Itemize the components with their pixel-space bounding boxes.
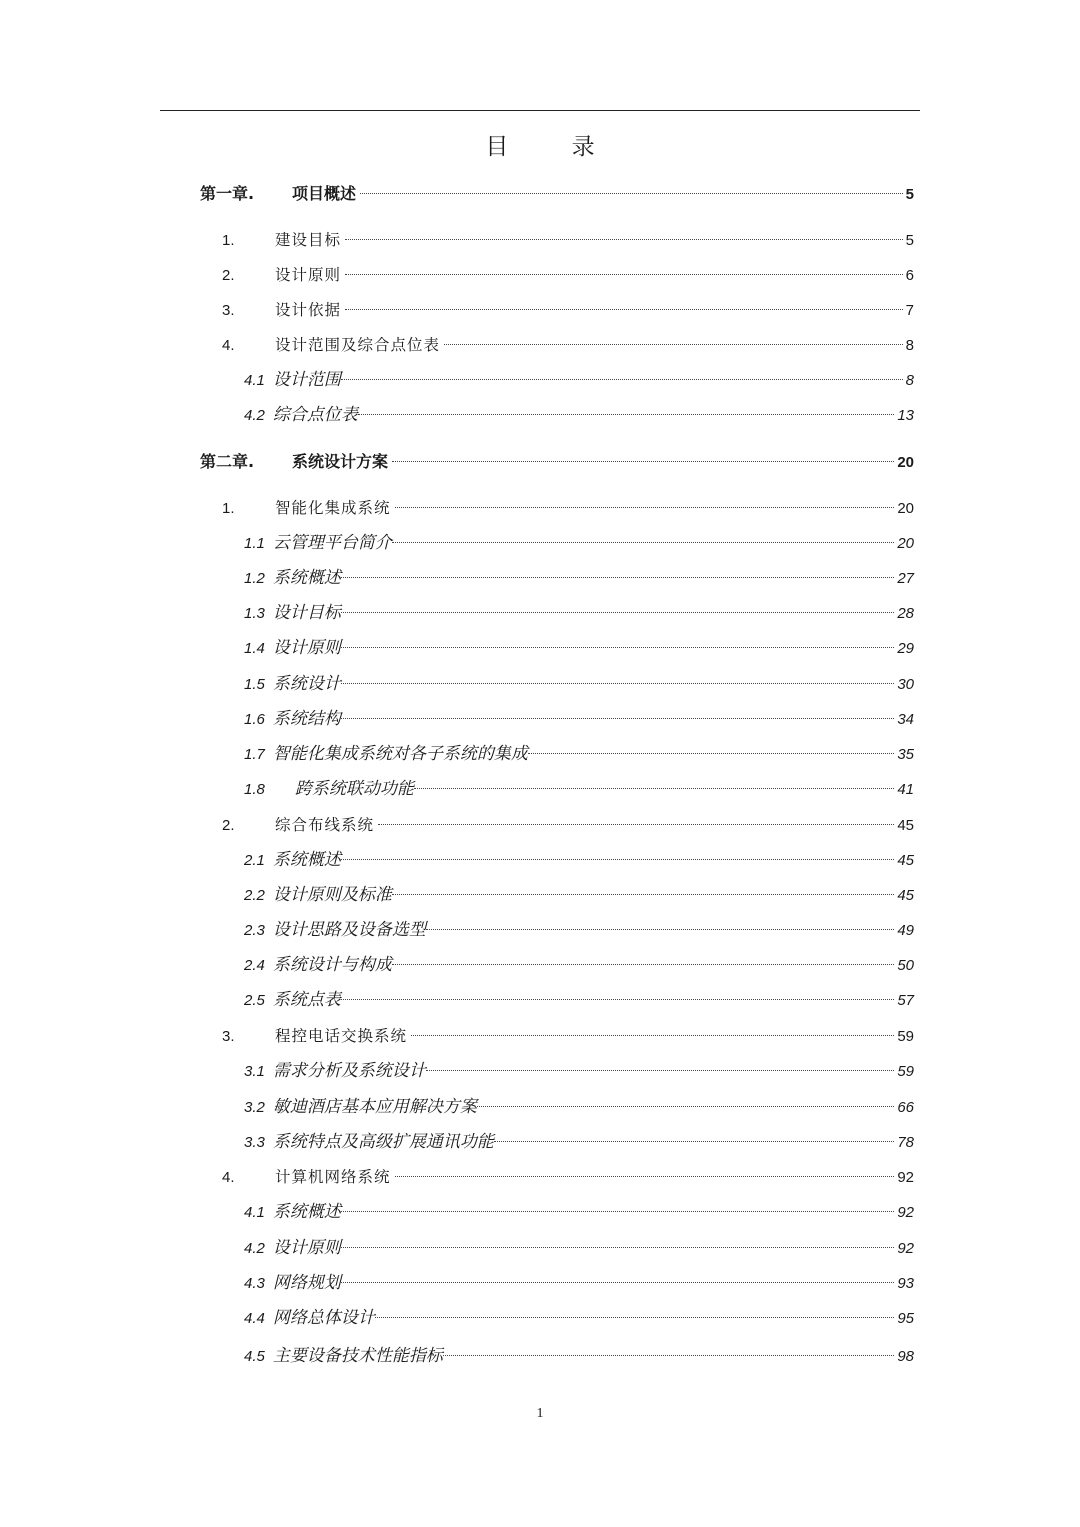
subsection-number: 4.2 <box>244 407 265 424</box>
subsection-number: 4.5 <box>244 1348 265 1365</box>
toc-subsection[interactable] <box>244 1130 914 1154</box>
toc-subsection[interactable] <box>244 636 914 660</box>
section-number: 2. <box>222 267 235 284</box>
subsection-title: 设计原则及标准 <box>272 885 392 905</box>
subsection-title: 系统特点及高级扩展通讯功能 <box>272 1132 494 1152</box>
subsection-number: 2.4 <box>244 957 265 974</box>
dot-leader <box>414 788 894 789</box>
toc-subsection[interactable] <box>244 1200 914 1224</box>
page-ref: 95 <box>897 1310 914 1327</box>
page-ref: 28 <box>897 605 914 622</box>
dot-leader <box>341 647 894 648</box>
section-title: 智能化集成系统 <box>275 499 391 517</box>
toc-subsection[interactable] <box>244 1236 914 1260</box>
dot-leader <box>341 1282 894 1283</box>
page-ref: 35 <box>897 746 914 763</box>
subsection-number: 4.4 <box>244 1310 265 1327</box>
subsection-title: 设计思路及设备选型 <box>272 920 426 940</box>
dot-leader <box>341 577 894 578</box>
toc-chapter[interactable] <box>200 182 914 206</box>
page-ref: 5 <box>905 186 914 203</box>
subsection-number: 3.2 <box>244 1099 265 1116</box>
dot-leader <box>444 344 903 345</box>
page-ref: 45 <box>897 852 914 869</box>
dot-leader <box>395 1176 895 1177</box>
page-ref: 45 <box>897 817 914 834</box>
toc-section[interactable] <box>222 298 914 322</box>
page-ref: 6 <box>905 267 914 284</box>
toc-section[interactable] <box>222 1165 914 1189</box>
toc-subsection[interactable] <box>244 368 914 392</box>
subsection-number: 1.3 <box>244 605 265 622</box>
dot-leader <box>360 193 903 194</box>
section-title: 计算机网络系统 <box>275 1168 391 1186</box>
dot-leader <box>375 1317 894 1318</box>
subsection-title: 跨系统联动功能 <box>294 779 414 799</box>
dot-leader <box>392 542 894 543</box>
toc-subsection[interactable] <box>244 566 914 590</box>
toc-subsection[interactable] <box>244 883 914 907</box>
subsection-title: 系统概述 <box>272 850 341 870</box>
toc-section[interactable] <box>222 813 914 837</box>
subsection-number: 4.1 <box>244 372 265 389</box>
dot-leader <box>378 824 894 825</box>
subsection-title: 网络总体设计 <box>272 1308 375 1328</box>
page-ref: 8 <box>905 372 914 389</box>
subsection-title: 需求分析及系统设计 <box>272 1061 426 1081</box>
page-ref: 20 <box>897 454 914 471</box>
page-ref: 78 <box>897 1134 914 1151</box>
page-ref: 5 <box>905 232 914 249</box>
chapter-title: 项目概述 <box>292 184 357 203</box>
subsection-number: 3.1 <box>244 1063 265 1080</box>
chapter-number: 第二章. <box>200 452 255 471</box>
page-ref: 41 <box>897 781 914 798</box>
dot-leader <box>341 1211 894 1212</box>
toc-subsection[interactable] <box>244 1344 914 1368</box>
dot-leader <box>477 1106 894 1107</box>
section-title: 建设目标 <box>275 231 342 249</box>
chapter-number: 第一章. <box>200 184 255 203</box>
subsection-title: 系统概述 <box>272 1202 341 1222</box>
toc-subsection[interactable] <box>244 777 914 801</box>
subsection-title: 网络规划 <box>272 1273 341 1293</box>
page-ref: 57 <box>897 992 914 1009</box>
page-ref: 34 <box>897 711 914 728</box>
subsection-title: 系统设计 <box>272 674 341 694</box>
page-ref: 7 <box>905 302 914 319</box>
toc-subsection[interactable] <box>244 1059 914 1083</box>
subsection-title: 智能化集成系统对各子系统的集成 <box>272 744 528 764</box>
dot-leader <box>358 414 894 415</box>
toc-chapter[interactable] <box>200 450 914 474</box>
toc-subsection[interactable] <box>244 918 914 942</box>
chapter-title: 系统设计方案 <box>292 452 389 471</box>
toc-subsection[interactable] <box>244 848 914 872</box>
subsection-number: 2.2 <box>244 887 265 904</box>
page-ref: 92 <box>897 1169 914 1186</box>
page-number: 1 <box>536 1406 544 1421</box>
section-title: 综合布线系统 <box>275 816 375 834</box>
page-ref: 29 <box>897 640 914 657</box>
section-title: 设计原则 <box>275 266 342 284</box>
subsection-title: 设计原则 <box>272 1238 341 1258</box>
page-ref: 92 <box>897 1240 914 1257</box>
subsection-title: 敏迪酒店基本应用解决方案 <box>272 1097 477 1117</box>
page-title: 目 录 <box>485 134 623 160</box>
page-ref: 59 <box>897 1028 914 1045</box>
subsection-number: 2.3 <box>244 922 265 939</box>
dot-leader <box>443 1355 894 1356</box>
section-number: 3. <box>222 1028 235 1045</box>
toc-section[interactable] <box>222 1024 914 1048</box>
section-title: 程控电话交换系统 <box>275 1027 408 1045</box>
toc-subsection[interactable] <box>244 707 914 731</box>
section-number: 1. <box>222 500 235 517</box>
page-ref: 59 <box>897 1063 914 1080</box>
subsection-number: 1.7 <box>244 746 265 763</box>
page-ref: 45 <box>897 887 914 904</box>
page-ref: 30 <box>897 676 914 693</box>
dot-leader <box>392 894 894 895</box>
subsection-title: 设计原则 <box>272 638 341 658</box>
toc-section[interactable] <box>222 333 914 357</box>
toc-subsection[interactable] <box>244 742 914 766</box>
toc-subsection[interactable] <box>244 1095 914 1119</box>
dot-leader <box>494 1141 894 1142</box>
subsection-number: 2.1 <box>244 852 265 869</box>
dot-leader <box>528 753 894 754</box>
dot-leader <box>345 239 903 240</box>
subsection-number: 3.3 <box>244 1134 265 1151</box>
toc-section[interactable] <box>222 263 914 287</box>
dot-leader <box>341 859 894 860</box>
subsection-title: 综合点位表 <box>272 405 358 425</box>
section-title: 设计依据 <box>275 301 342 319</box>
subsection-number: 1.6 <box>244 711 265 728</box>
toc-subsection[interactable] <box>244 1306 914 1330</box>
toc-subsection[interactable] <box>244 601 914 625</box>
dot-leader <box>341 379 903 380</box>
subsection-number: 1.2 <box>244 570 265 587</box>
section-number: 3. <box>222 302 235 319</box>
section-number: 4. <box>222 337 235 354</box>
subsection-number: 4.1 <box>244 1204 265 1221</box>
dot-leader <box>341 612 894 613</box>
dot-leader <box>345 274 903 275</box>
subsection-title: 系统设计与构成 <box>272 955 392 975</box>
section-number: 1. <box>222 232 235 249</box>
subsection-title: 云管理平台简介 <box>272 533 392 553</box>
toc-section[interactable] <box>222 228 914 252</box>
subsection-number: 1.5 <box>244 676 265 693</box>
dot-leader <box>341 718 894 719</box>
page-ref: 50 <box>897 957 914 974</box>
section-number: 4. <box>222 1169 235 1186</box>
dot-leader <box>392 461 894 462</box>
toc-subsection[interactable] <box>244 672 914 696</box>
section-title: 设计范围及综合点位表 <box>275 336 441 354</box>
subsection-title: 系统结构 <box>272 709 341 729</box>
toc-section[interactable] <box>222 496 914 520</box>
toc-subsection[interactable] <box>244 1271 914 1295</box>
subsection-number: 4.2 <box>244 1240 265 1257</box>
toc-subsection[interactable] <box>244 988 914 1012</box>
subsection-title: 系统点表 <box>272 990 341 1010</box>
page-ref: 20 <box>897 535 914 552</box>
dot-leader <box>426 1070 894 1071</box>
dot-leader <box>392 964 894 965</box>
dot-leader <box>341 683 894 684</box>
subsection-number: 2.5 <box>244 992 265 1009</box>
dot-leader <box>411 1035 894 1036</box>
subsection-number: 1.1 <box>244 535 265 552</box>
page-ref: 13 <box>897 407 914 424</box>
subsection-title: 设计范围 <box>272 370 341 390</box>
page-ref: 93 <box>897 1275 914 1292</box>
page-ref: 66 <box>897 1099 914 1116</box>
subsection-title: 设计目标 <box>272 603 341 623</box>
page-ref: 27 <box>897 570 914 587</box>
dot-leader <box>341 999 894 1000</box>
page-ref: 92 <box>897 1204 914 1221</box>
section-number: 2. <box>222 817 235 834</box>
dot-leader <box>395 507 895 508</box>
dot-leader <box>345 309 903 310</box>
subsection-title: 系统概述 <box>272 568 341 588</box>
toc-subsection[interactable] <box>244 403 914 427</box>
page-ref: 20 <box>897 500 914 517</box>
toc-subsection[interactable] <box>244 531 914 555</box>
dot-leader <box>341 1247 894 1248</box>
subsection-number: 1.4 <box>244 640 265 657</box>
page-ref: 8 <box>905 337 914 354</box>
page-ref: 49 <box>897 922 914 939</box>
page-ref: 98 <box>897 1348 914 1365</box>
subsection-number: 4.3 <box>244 1275 265 1292</box>
toc-subsection[interactable] <box>244 953 914 977</box>
subsection-number: 1.8 <box>244 781 265 798</box>
dot-leader <box>426 929 894 930</box>
subsection-title: 主要设备技术性能指标 <box>272 1346 443 1366</box>
